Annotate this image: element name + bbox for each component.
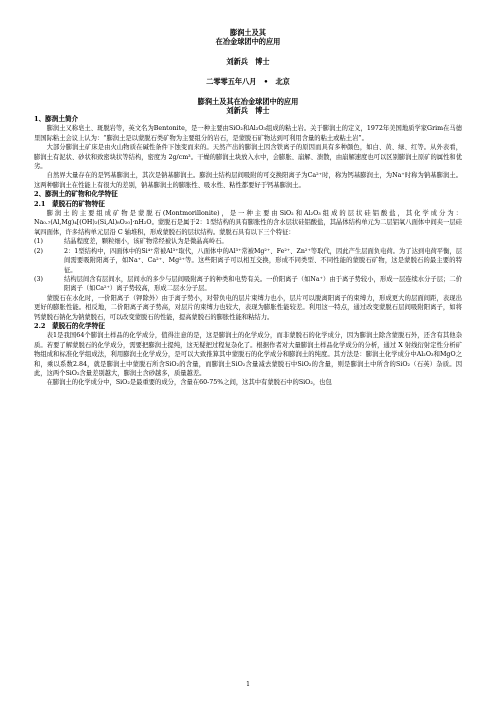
feature-list-item [34,237,462,246]
list-number: (3) [34,275,43,283]
list-text: 2：1型结构中，四面体中的Si⁴⁺常被Al³⁺取代，八面体中的Al³⁺常被Mg²⁺、Fe²⁺、Zn²⁺等取代，因此产生层面负电荷。为了达到电荷平衡，层间需要吸附阳离子，如Na⁺、Ca²⁺、Mg²⁺等。这些阳离子可以相互交换，形成不同类型、不同性能的蒙脱石矿物，这是蒙脱石的最主要的特征。 [64,247,462,274]
subsection-2-2-heading: 2.2 蒙脱石的化学特征 [34,321,105,330]
list-number: (1) [34,238,43,246]
feature-list-item [34,275,462,294]
body-title: 膨润土及其在冶金球团中的应用 [197,97,299,106]
section-2-paragraph: 蒙脱石在水化时，一价阳离子（钾除外）由于离子势小，对带负电的层片束缚力也小，层片可以脱离阳离子的束缚力，形成更大的层面间距，表现出更好的膨胀性能。相反地，二价阳离子离子势高，对层片的束缚力也较大，表现为膨胀性能较差。利用这一特点，通过改变蒙脱石层间吸附阳离子，如将钙蒙脱石钠化为钠蒙脱石，可以改变蒙脱石的性能，提高蒙脱石的膨胀性能和粘结力。 [34,294,462,321]
date-line: 二零零五年八月 • 北京 [206,77,290,86]
section-1-paragraph: 自然界大量存在的是钙基膨润土，其次是钠基膨润土。膨润土结构层间吸附的可交换阳离子为Ca²⁺时，称为钙基膨润土，为Na⁺时称为钠基膨润土。这两种膨润土在性能上有很大的差别，钠基膨润土的膨胀性、吸水性、粘性都要好于钙基膨润土。 [34,172,462,189]
section-1-paragraph: 大部分膨润土矿床是由火山物质在碱性条件下蚀变而来的。天然产出的膨润土因含铁离子的原因而具有多种颜色，如白、黄、绿、红等。从外表看，膨润土有泥状、砂状和致密块状等结构，密度为 2g/cm³。干燥的膨润土块放入水中，会膨胀、崩解、溃散，由崩解速度也可以区别膨润土原矿的属性和优劣。 [34,144,462,171]
list-text: 结晶程度差，颗粒细小，该矿物常经被认为是微晶高岭石。 [64,238,228,246]
title-line-2: 在冶金球团中的应用 [215,37,281,46]
title-line-1: 膨润土及其 [230,28,266,37]
section-2-heading: 2、膨润土的矿物和化学特征 [34,190,118,199]
page-number: 1 [246,681,250,688]
list-text: 结构层间含有层间水，层间水的多少与层间吸附离子的种类和电势有关。一价阳离子（如Na⁺）由于离子势较小，形成一层连续水分子层；二价阳离子（如Ca²⁺）离子势较高，形成二层水分子层。 [64,275,462,293]
list-number: (2) [34,247,43,255]
body-author: 刘新兵 博士 [226,106,270,115]
feature-list-item [34,247,462,275]
section-2-paragraph: 在膨润土的化学成分中，SiO₂是最重要的成分，含量在60-75%之间，这其中有蒙脱石中的SiO₂，也包 [46,379,332,387]
section-1-paragraph: 膨润土又称皂土、斑脱岩等，英文名为Bentonite，是一种主要由SiO₂和Al₂O₃组成的粘土岩。关于膨润土的定义，1972年美国地质学家Grim在马德里国际粘土会议上认为：“膨润土是以蒙脱石类矿物为主要组分的岩石，是蒙脱石矿物达到可利用含量的粘土或粘土岩”。 [34,125,462,142]
section-2-paragraph: 膨润土的主要组成矿物是蒙脱石(Montmorillonite)，是一种主要由SiO₂和Al₂O₃组成的层状硅铝酸盐，其化学成分为：Na₀.₇(Al,Mg)₄[(OH)₂(Si,Al)₈O₂₀]·nH₂O。蒙脱石是属于2：1型结构的具有膨胀性的含水层状硅铝酸盐，其晶体结构单元为二层铝氧八面体中间夹一层硅氧四面体，许多结构单元层沿 C 轴堆积，形成蒙脱石的层状结构。蒙脱石具有以下三个特征： [34,210,462,236]
section-1-heading: 1、膨润土简介 [34,115,79,123]
section-2-paragraph: 表1是我国64个膨润土样品的化学成分，值得注意的是，这是膨润土的化学成分，而非蒙脱石的化学成分，因为膨润土除含蒙脱石外，还含有其他杂质。若要了解蒙脱石的化学成分，需要把膨润土提纯，这无疑把过程复杂化了。根据作者对大量膨润土样品化学成分的分析，通过 X 射线衍射定性分析矿物组成和标准化学组成法，利用膨润土化学成分，是可以大致推算其中蒙脱石的化学成分和膨润土的纯度。其方法是：膨润土化学成分中Al₂O₃和MgO之和，乘以系数2.84，就是膨润土中蒙脱石所含SiO₂的含量，而膨润土SiO₂含量减去蒙脱石中SiO₂的含量，则是膨润土中所含的SiO₂（石英）杂质。因此，这两个SiO₂含量差别越大，膨润土含砂越多，质量越差。 [34,332,462,377]
subsection-2-1-heading: 2.1 蒙脱石的矿物特征 [34,199,105,208]
page-content [34,6,462,388]
author: 刘新兵 博士 [226,57,270,66]
